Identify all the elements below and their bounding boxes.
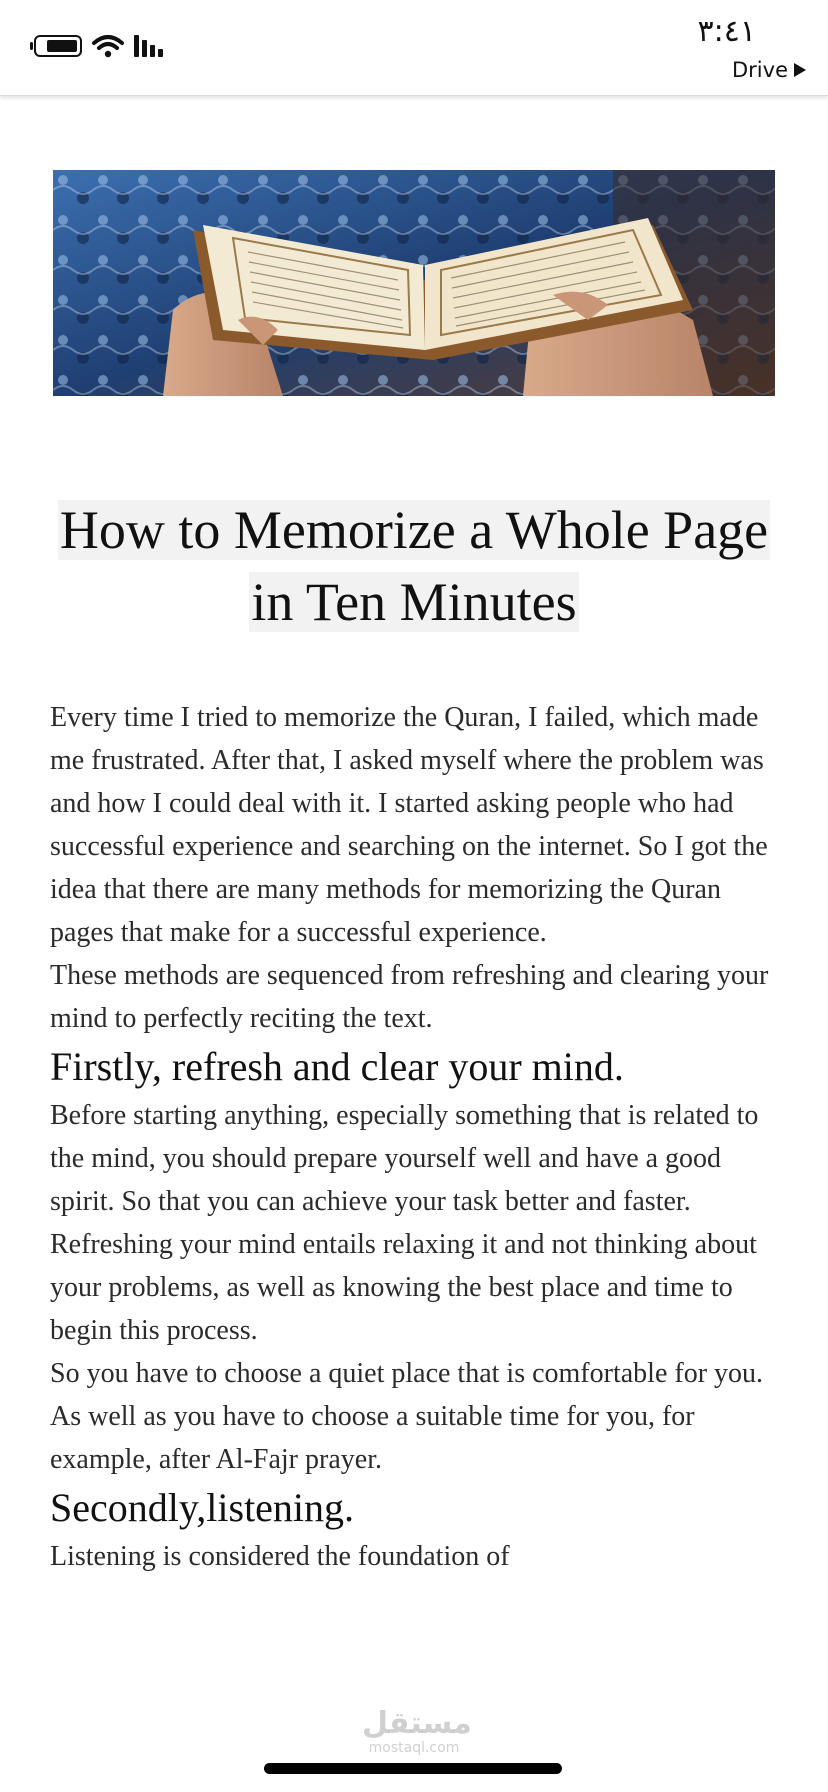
section2-paragraph-1: Listening is considered the foundation of [50,1541,510,1572]
intro-paragraph-1: Every time I tried to memorize the Quran, I failed, which made me frustrated. After that, I asked myself where the problem was and how I could deal with it. I started asking people who had successful experience and searching on the internet. So I got the idea that there are many methods for memorizing the Quran pages that make for a successful experience. [50,702,768,948]
article-title: How to Memorize a Whole Page in Ten Minutes [59,500,769,632]
section1-paragraph-1: Before starting anything, especially something that is related to the mind, you should prepare yourself well and have a good spirit. So that you can achieve your task better and faster. [50,1100,759,1217]
status-time: ٣:٤١ [697,14,756,49]
section1-paragraph-3: So you have to choose a quiet place that is comfortable for you. As well as you have to choose a suitable time for you, for example, after Al-Fajr prayer. [50,1358,764,1475]
back-app-label: Drive [732,58,788,82]
intro-paragraph-2: These methods are sequenced from refreshing and clearing your mind to perfectly reciting the text. [50,960,769,1034]
mostaql-watermark [362,1706,472,1756]
quran-illustration [53,170,775,396]
section-heading-listening: Secondly,listening. [50,1485,355,1530]
battery-icon [34,35,82,57]
hero-image [53,170,775,396]
watermark-latin: mostaql.com [368,1740,460,1756]
back-to-drive-button[interactable] [732,58,806,82]
play-arrow-icon [794,63,806,77]
article-body [50,696,780,1578]
article-title-container [40,494,788,638]
watermark-arabic: مستقل [362,1706,472,1741]
section-heading-refresh: Firstly, refresh and clear your mind. [50,1044,624,1089]
home-indicator[interactable] [264,1763,562,1774]
cellular-signal-icon [134,35,163,57]
status-bar [0,0,828,96]
status-icons [34,34,163,58]
section1-paragraph-2: Refreshing your mind entails relaxing it and not thinking about your problems, as well as knowing the best place and time to begin this process. [50,1229,757,1346]
wifi-icon [92,34,124,58]
